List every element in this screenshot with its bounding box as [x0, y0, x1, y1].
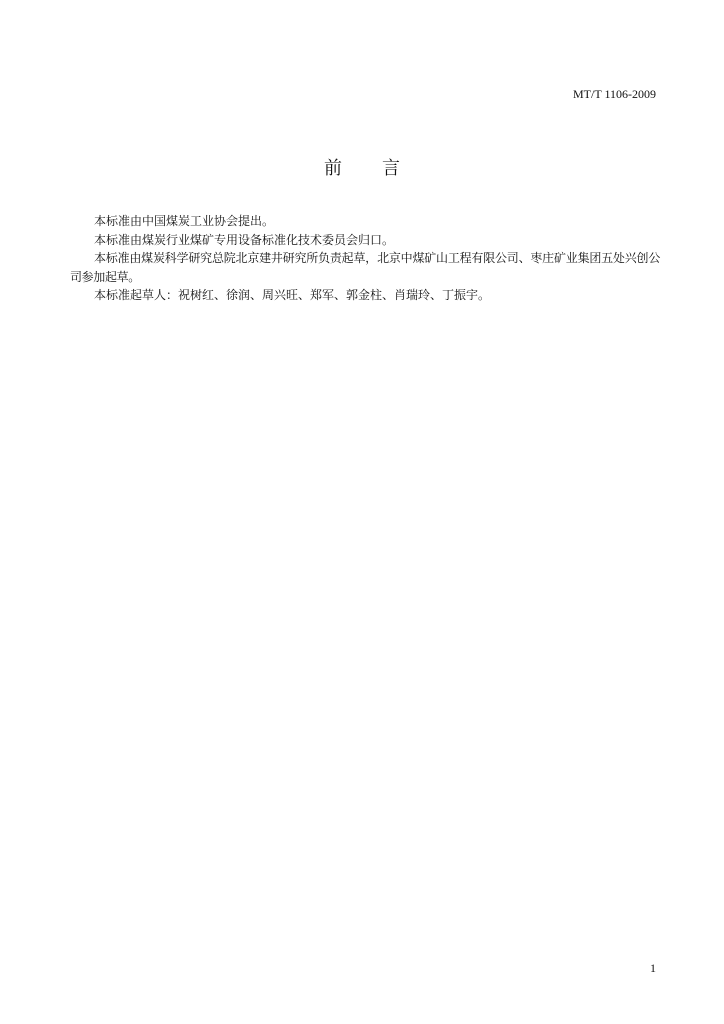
page-number: 1 [650, 961, 656, 975]
foreword-body [70, 212, 660, 305]
title-char-2: 言 [382, 158, 400, 179]
foreword-paragraph-technical-committee: 本标准由煤炭行业煤矿专用设备标准化技术委员会归口。 [94, 232, 395, 247]
foreword-paragraph-drafting-organizations: 本标准由煤炭科学研究总院北京建井研究所负责起草，北京中煤矿山工程有限公司、枣庄矿业集团五处兴创公司参加起草。 [70, 251, 660, 284]
title-char-1: 前 [324, 158, 342, 179]
foreword-paragraph-drafters: 本标准起草人：祝树红、徐润、周兴旺、郑军、郭金柱、肖瑞玲、丁振宇。 [94, 288, 491, 302]
page-title [0, 157, 724, 181]
foreword-paragraph-proposer: 本标准由中国煤炭工业协会提出。 [94, 214, 275, 228]
standard-number: MT/T 1106-2009 [573, 87, 656, 101]
